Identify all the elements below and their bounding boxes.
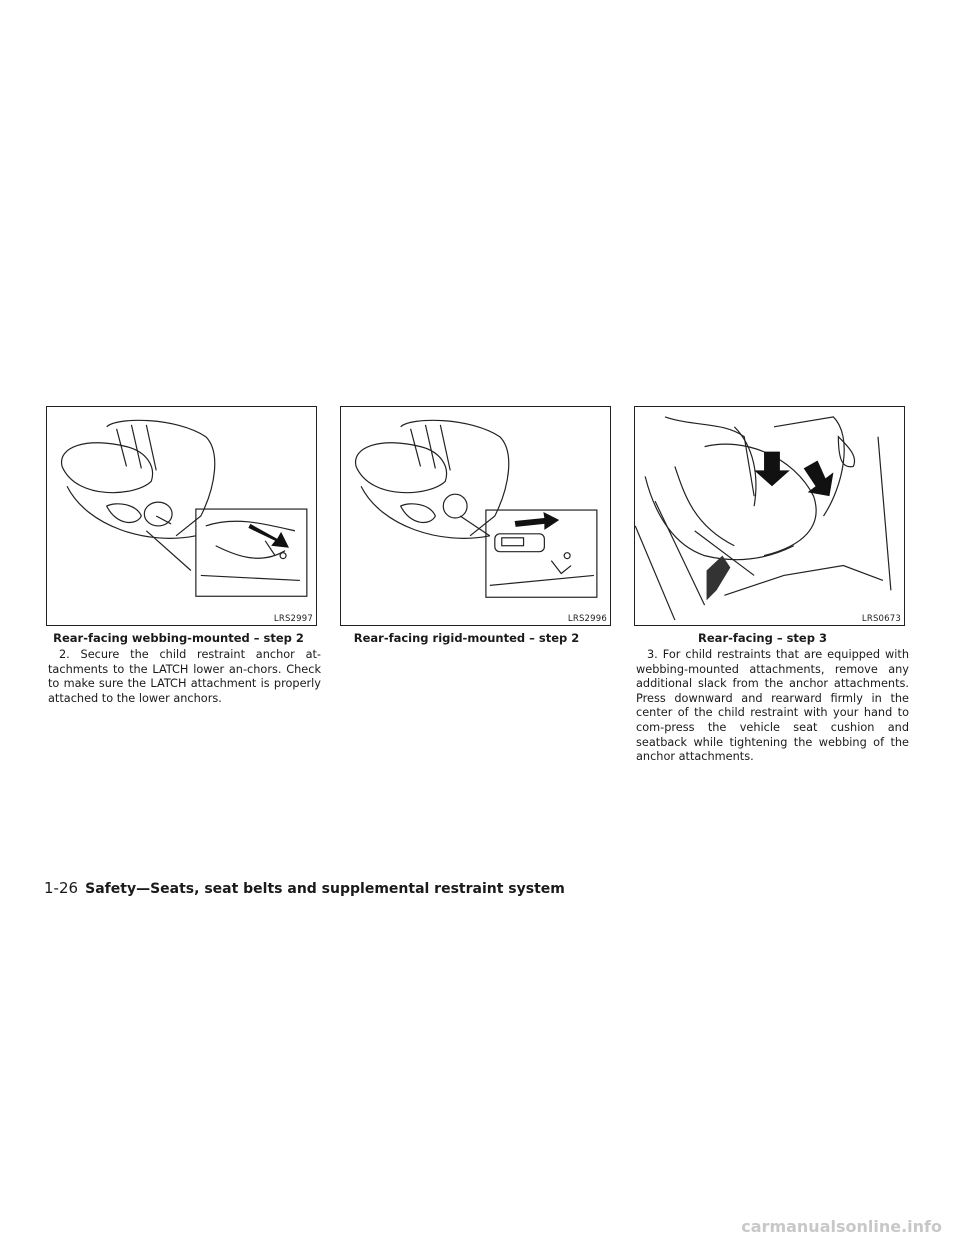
figure-webbing-mounted-step2 [46, 406, 317, 626]
illustration-child-seat-webbing [47, 407, 316, 625]
step-3-text: 3. For child restraints that are equipped with webbing-mounted attachments, remove any additional slack from the anchor attachments. Press downward and rearward firmly in the center of the child restraint with your hand to com-press the vehicle seat cushion and seatback while tightening the webbing of the anchor attachments. [636, 648, 909, 764]
watermark[interactable]: carmanualsonline.info [741, 1217, 942, 1236]
illustration-pressing-child-seat [635, 407, 904, 625]
figure-caption: Rear-facing – step 3 [698, 631, 827, 645]
figure-caption: Rear-facing rigid-mounted – step 2 [353, 631, 580, 645]
section-title: Safety—Seats, seat belts and supplemental restraint system [85, 881, 565, 897]
figure-code: LRS2997 [273, 614, 313, 624]
illustration-child-seat-rigid [341, 407, 610, 625]
figure-step3 [634, 406, 905, 626]
page-number: 1-26 [44, 879, 79, 897]
figure-caption: Rear-facing webbing-mounted – step 2 [53, 631, 304, 645]
figure-rigid-mounted-step2 [340, 406, 611, 626]
page-footer [44, 878, 565, 897]
step-2-text: 2. Secure the child restraint anchor at-tachments to the LATCH lower an-chors. Check to make sure the LATCH attachment is properly attached to the lower anchors. [48, 648, 321, 705]
figure-code: LRS0673 [861, 614, 901, 624]
figure-code: LRS2996 [567, 614, 607, 624]
